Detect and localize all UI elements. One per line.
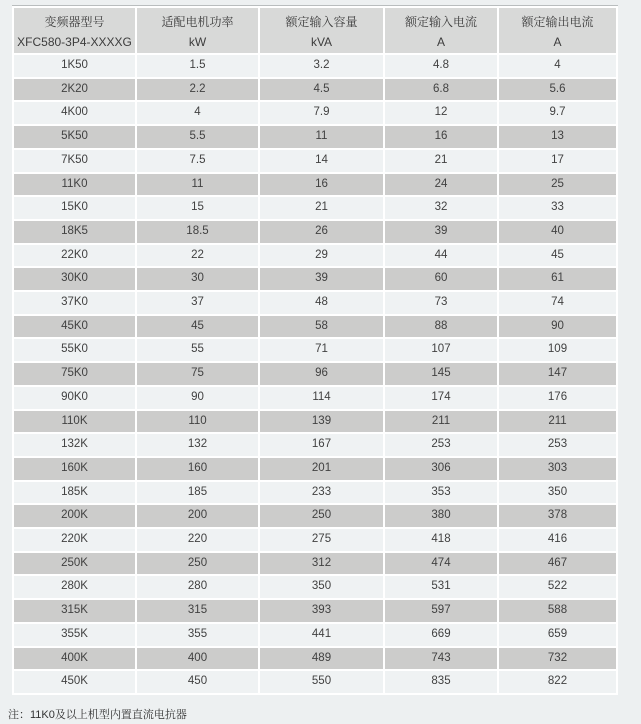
header-input-current-label: 额定输入电流: [404, 14, 477, 29]
cell-model: 110K: [14, 411, 135, 433]
cell-value: 58: [260, 316, 383, 338]
table-row: [14, 292, 616, 314]
cell-model: 2K20: [14, 79, 135, 101]
cell-value: 40: [499, 221, 616, 243]
cell-value: 2.2: [137, 79, 258, 101]
table-row: [14, 648, 616, 670]
cell-value: 55: [137, 339, 258, 361]
cell-value: 378: [499, 505, 616, 527]
cell-value: 45: [137, 316, 258, 338]
table-row: [14, 482, 616, 504]
cell-value: 61: [499, 268, 616, 290]
cell-value: 6.8: [385, 79, 497, 101]
table-row: [14, 126, 616, 148]
cell-value: 588: [499, 600, 616, 622]
cell-value: 312: [260, 553, 383, 575]
cell-value: 253: [499, 434, 616, 456]
cell-value: 48: [260, 292, 383, 314]
cell-value: 400: [137, 648, 258, 670]
cell-value: 37: [137, 292, 258, 314]
cell-value: 743: [385, 648, 497, 670]
cell-model: 4K00: [14, 102, 135, 124]
cell-value: 176: [499, 387, 616, 409]
header-cell-output-current: [499, 8, 616, 53]
cell-value: 3.2: [260, 55, 383, 77]
cell-value: 25: [499, 174, 616, 196]
cell-value: 4: [137, 102, 258, 124]
cell-value: 174: [385, 387, 497, 409]
cell-value: 107: [385, 339, 497, 361]
cell-value: 5.6: [499, 79, 616, 101]
cell-value: 350: [499, 482, 616, 504]
cell-model: 250K: [14, 553, 135, 575]
cell-value: 467: [499, 553, 616, 575]
table-row: [14, 529, 616, 551]
cell-value: 139: [260, 411, 383, 433]
cell-model: 355K: [14, 624, 135, 646]
cell-model: 280K: [14, 576, 135, 598]
table-row: [14, 268, 616, 290]
cell-model: 160K: [14, 458, 135, 480]
table-row: [14, 197, 616, 219]
cell-value: 73: [385, 292, 497, 314]
table-row: [14, 363, 616, 385]
header-input-capacity-label: 额定输入容量: [285, 14, 358, 29]
cell-value: 160: [137, 458, 258, 480]
cell-value: 4.5: [260, 79, 383, 101]
cell-value: 71: [260, 339, 383, 361]
cell-model: 220K: [14, 529, 135, 551]
table-row: [14, 221, 616, 243]
header-cell-motor-power: [137, 8, 258, 53]
cell-value: 450: [137, 671, 258, 693]
cell-model: 30K0: [14, 268, 135, 290]
cell-value: 1.5: [137, 55, 258, 77]
cell-value: 441: [260, 624, 383, 646]
cell-value: 29: [260, 245, 383, 267]
footnote: 注：11K0及以上机型内置直流电抗器: [8, 709, 187, 721]
header-cell-input-capacity: [260, 8, 383, 53]
cell-value: 220: [137, 529, 258, 551]
cell-value: 39: [260, 268, 383, 290]
cell-value: 597: [385, 600, 497, 622]
header-row: [14, 8, 616, 53]
cell-value: 393: [260, 600, 383, 622]
cell-model: 55K0: [14, 339, 135, 361]
spec-table: [12, 5, 618, 695]
table-row: [14, 245, 616, 267]
cell-value: 17: [499, 150, 616, 172]
table-header: [14, 8, 616, 53]
cell-value: 4: [499, 55, 616, 77]
cell-value: 4.8: [385, 55, 497, 77]
cell-value: 315: [137, 600, 258, 622]
cell-value: 167: [260, 434, 383, 456]
cell-model: 450K: [14, 671, 135, 693]
cell-value: 201: [260, 458, 383, 480]
cell-value: 211: [385, 411, 497, 433]
header-model-series: XFC580-3P4-XXXXG: [17, 34, 132, 49]
cell-value: 669: [385, 624, 497, 646]
cell-value: 147: [499, 363, 616, 385]
cell-value: 75: [137, 363, 258, 385]
cell-value: 60: [385, 268, 497, 290]
cell-value: 39: [385, 221, 497, 243]
cell-value: 145: [385, 363, 497, 385]
table-row: [14, 411, 616, 433]
cell-model: 90K0: [14, 387, 135, 409]
table-row: [14, 600, 616, 622]
header-output-current-unit: A: [553, 34, 562, 49]
table-row: [14, 150, 616, 172]
cell-value: 30: [137, 268, 258, 290]
cell-value: 531: [385, 576, 497, 598]
cell-value: 822: [499, 671, 616, 693]
cell-value: 250: [260, 505, 383, 527]
cell-value: 32: [385, 197, 497, 219]
cell-model: 315K: [14, 600, 135, 622]
table-body: [14, 55, 616, 693]
cell-value: 15: [137, 197, 258, 219]
cell-value: 303: [499, 458, 616, 480]
cell-model: 22K0: [14, 245, 135, 267]
cell-model: 7K50: [14, 150, 135, 172]
cell-value: 5.5: [137, 126, 258, 148]
cell-value: 522: [499, 576, 616, 598]
cell-value: 21: [260, 197, 383, 219]
table-row: [14, 102, 616, 124]
cell-value: 350: [260, 576, 383, 598]
cell-model: 37K0: [14, 292, 135, 314]
cell-model: 185K: [14, 482, 135, 504]
table-row: [14, 387, 616, 409]
header-motor-power-label: 适配电机功率: [161, 14, 234, 29]
cell-value: 16: [385, 126, 497, 148]
cell-model: 11K0: [14, 174, 135, 196]
table-row: [14, 434, 616, 456]
cell-value: 280: [137, 576, 258, 598]
cell-value: 24: [385, 174, 497, 196]
cell-value: 250: [137, 553, 258, 575]
cell-value: 355: [137, 624, 258, 646]
table-row: [14, 624, 616, 646]
cell-value: 185: [137, 482, 258, 504]
cell-value: 96: [260, 363, 383, 385]
cell-model: 132K: [14, 434, 135, 456]
cell-value: 418: [385, 529, 497, 551]
cell-model: 18K5: [14, 221, 135, 243]
cell-value: 13: [499, 126, 616, 148]
cell-model: 45K0: [14, 316, 135, 338]
cell-value: 22: [137, 245, 258, 267]
cell-value: 353: [385, 482, 497, 504]
table-row: [14, 458, 616, 480]
cell-value: 550: [260, 671, 383, 693]
cell-value: 109: [499, 339, 616, 361]
table-row: [14, 79, 616, 101]
cell-value: 416: [499, 529, 616, 551]
cell-value: 233: [260, 482, 383, 504]
cell-value: 45: [499, 245, 616, 267]
cell-value: 380: [385, 505, 497, 527]
cell-model: 15K0: [14, 197, 135, 219]
table-row: [14, 505, 616, 527]
cell-value: 16: [260, 174, 383, 196]
cell-value: 110: [137, 411, 258, 433]
cell-value: 21: [385, 150, 497, 172]
cell-model: 400K: [14, 648, 135, 670]
cell-value: 306: [385, 458, 497, 480]
table-row: [14, 576, 616, 598]
cell-value: 74: [499, 292, 616, 314]
cell-value: 659: [499, 624, 616, 646]
cell-value: 474: [385, 553, 497, 575]
cell-value: 14: [260, 150, 383, 172]
header-cell-model: [14, 8, 135, 53]
header-output-current-label: 额定输出电流: [521, 14, 594, 29]
cell-value: 12: [385, 102, 497, 124]
cell-model: 200K: [14, 505, 135, 527]
cell-value: 132: [137, 434, 258, 456]
cell-value: 18.5: [137, 221, 258, 243]
cell-value: 7.9: [260, 102, 383, 124]
table-row: [14, 553, 616, 575]
cell-value: 33: [499, 197, 616, 219]
header-cell-input-current: [385, 8, 497, 53]
table-row: [14, 174, 616, 196]
header-input-capacity-unit: kVA: [310, 34, 333, 49]
cell-value: 26: [260, 221, 383, 243]
cell-value: 489: [260, 648, 383, 670]
cell-value: 44: [385, 245, 497, 267]
header-model-label: 变频器型号: [44, 14, 105, 29]
cell-value: 11: [260, 126, 383, 148]
cell-value: 200: [137, 505, 258, 527]
header-input-current-unit: A: [436, 34, 445, 49]
cell-value: 275: [260, 529, 383, 551]
cell-model: 1K50: [14, 55, 135, 77]
cell-value: 114: [260, 387, 383, 409]
cell-value: 88: [385, 316, 497, 338]
cell-value: 732: [499, 648, 616, 670]
cell-value: 211: [499, 411, 616, 433]
table-row: [14, 671, 616, 693]
cell-value: 90: [499, 316, 616, 338]
cell-value: 90: [137, 387, 258, 409]
cell-value: 835: [385, 671, 497, 693]
table-row: [14, 55, 616, 77]
cell-model: 5K50: [14, 126, 135, 148]
cell-value: 11: [137, 174, 258, 196]
header-motor-power-unit: kW: [188, 34, 207, 49]
cell-value: 7.5: [137, 150, 258, 172]
cell-value: 253: [385, 434, 497, 456]
table-row: [14, 316, 616, 338]
cell-value: 9.7: [499, 102, 616, 124]
cell-model: 75K0: [14, 363, 135, 385]
table-row: [14, 339, 616, 361]
